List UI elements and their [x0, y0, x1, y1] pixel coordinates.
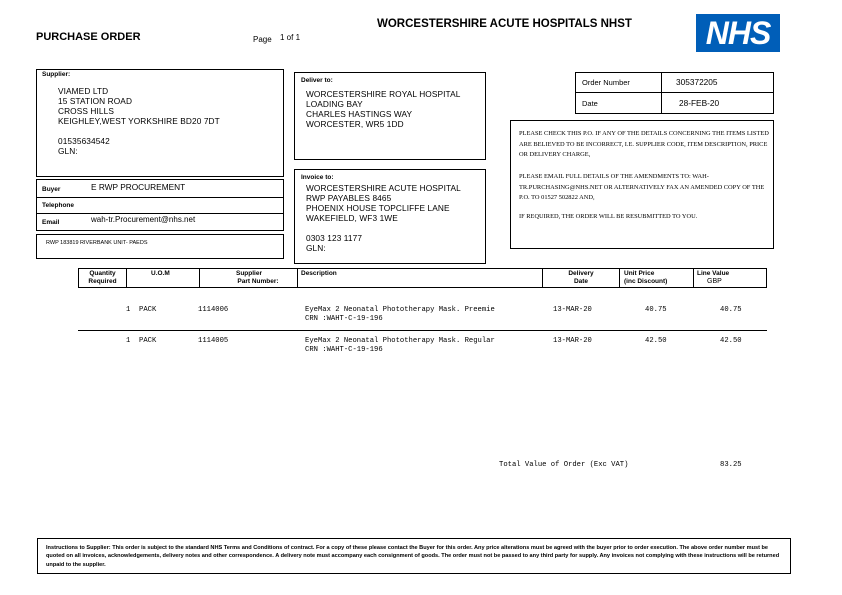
invoice-to-label: Invoice to:: [301, 174, 334, 181]
organisation-name: WORCESTERSHIRE ACUTE HOSPITALS NHST: [377, 18, 632, 30]
row-part-number: 1114006: [198, 306, 229, 314]
buyer-label: Buyer: [42, 186, 61, 193]
instructions-text: [46, 544, 786, 569]
row-uom: PACK: [139, 337, 157, 345]
invoice-line: PHOENIX HOUSE TOPCLIFFE LANE: [306, 203, 450, 213]
notice-paragraph: PLEASE EMAIL FULL DETAILS OF THE AMENDMENTS TO: WAH-TR.PURCHASING@NHS.NET OR ALTERNATIVELY FAX AN AMENDED COPY OF THE P.O. TO 01527 502822 AND,: [519, 173, 765, 201]
reference-text: RWP 183819 RIVERBANK UNIT- PAEDS: [46, 240, 148, 246]
supplier-line: KEIGHLEY,WEST YORKSHIRE BD20 7DT: [58, 116, 220, 126]
total-label: Total Value of Order (Exc VAT): [499, 461, 629, 469]
buyer-value: E RWP PROCUREMENT: [91, 182, 186, 192]
order-number-value: 305372205: [676, 77, 718, 87]
row-quantity: 1: [126, 306, 131, 314]
row-description: EyeMax 2 Neonatal Phototherapy Mask. Preemie: [305, 306, 495, 314]
row-unit-price: 42.50: [645, 337, 667, 345]
row-quantity: 1: [126, 337, 131, 345]
row-part-number: 1114005: [198, 337, 229, 345]
invoice-line: RWP PAYABLES 8465: [306, 193, 392, 203]
order-number-label: Order Number: [582, 78, 630, 87]
row-separator: [78, 330, 767, 331]
deliver-to-box: [294, 72, 486, 160]
document-title: PURCHASE ORDER: [36, 31, 141, 43]
invoice-gln: GLN:: [306, 243, 326, 253]
email-label: Email: [42, 219, 60, 226]
supplier-label: Supplier:: [42, 71, 71, 78]
invoice-phone: 0303 123 1177: [306, 233, 363, 243]
header-quantity: Quantity Required: [88, 270, 117, 285]
notice-box: [510, 120, 774, 249]
header-description: Description: [301, 270, 337, 277]
instructions-body: This order is subject to the standard NHS Terms and Conditions of contract. For a copy of these please contact the Buyer for this order. Any price alterations must be agreed with the buyer prior to order execution. The above order number must be quoted on all invoices, acknowledgements, delivery notes and other correspondence. A delivery note must accompany each consignment of goods. The order must not be passed to any third party for supply. Any invoices not complying with these instructions will be returned unpaid to the supplier.: [46, 545, 780, 568]
header-line-value: Line Value GBP: [697, 270, 730, 285]
header-uom: U.O.M: [151, 270, 170, 277]
total-value: 83.25: [720, 461, 742, 469]
invoice-line: WORCESTERSHIRE ACUTE HOSPITAL: [306, 183, 461, 193]
order-date-label: Date: [582, 99, 598, 108]
page-number: 1 of 1: [280, 33, 301, 42]
order-date-value: 28-FEB-20: [679, 98, 720, 108]
notice-paragraph: PLEASE CHECK THIS P.O. IF ANY OF THE DETAILS CONCERNING THE ITEMS LISTED ARE BELIEVED TO BE INCORRECT, I.E. SUPPLIER CODE, ITEM DESCRIPTION, PRICE OR DELIVERY CHARGE,: [519, 130, 769, 158]
supplier-line: VIAMED LTD: [58, 86, 109, 96]
deliver-to-address: [306, 89, 460, 129]
header-unit-price: Unit Price (inc Discount): [624, 270, 668, 285]
deliver-to-label: Deliver to:: [301, 77, 333, 84]
table-row: [0, 306, 842, 326]
row-description: EyeMax 2 Neonatal Phototherapy Mask. Regular: [305, 337, 495, 345]
page-label: Page: [253, 35, 272, 44]
row-description-ref: CRN :WAHT-C-19-196: [305, 346, 383, 354]
supplier-phone: 01535634542: [58, 136, 110, 146]
supplier-line: CROSS HILLS: [58, 106, 114, 116]
invoice-to-box: [294, 169, 486, 264]
nhs-logo-text: NHS: [705, 15, 771, 51]
supplier-line: 15 STATION ROAD: [58, 96, 133, 106]
invoice-line: WAKEFIELD, WF3 1WE: [306, 213, 398, 223]
deliver-line: CHARLES HASTINGS WAY: [306, 109, 413, 119]
row-line-value: 40.75: [720, 306, 742, 314]
reference-box: [36, 234, 284, 259]
supplier-box: [36, 69, 284, 177]
row-delivery-date: 13-MAR-20: [553, 306, 592, 314]
instructions-label: Instructions to Supplier:: [46, 545, 111, 551]
row-description-ref: CRN :WAHT-C-19-196: [305, 315, 383, 323]
row-line-value: 42.50: [720, 337, 742, 345]
nhs-logo: [696, 14, 780, 52]
supplier-address: [58, 86, 220, 156]
notice-paragraph: IF REQUIRED, THE ORDER WILL BE RESUBMITTED TO YOU.: [519, 213, 698, 220]
instructions-box: [37, 538, 791, 574]
row-delivery-date: 13-MAR-20: [553, 337, 592, 345]
deliver-line: WORCESTER, WR5 1DD: [306, 119, 404, 129]
deliver-line: WORCESTERSHIRE ROYAL HOSPITAL: [306, 89, 461, 99]
header-part-number: Supplier Part Number:: [235, 270, 279, 285]
header-delivery-date: Delivery Date: [568, 270, 594, 285]
row-unit-price: 40.75: [645, 306, 667, 314]
table-row: [0, 337, 842, 357]
table-header: [78, 268, 767, 288]
email-value: wah-tr.Procurement@nhs.net: [91, 215, 196, 224]
supplier-gln: GLN:: [58, 146, 78, 156]
row-uom: PACK: [139, 306, 157, 314]
invoice-to-address: [306, 183, 461, 253]
buyer-box: [36, 179, 284, 231]
telephone-label: Telephone: [42, 202, 75, 209]
deliver-line: LOADING BAY: [306, 99, 363, 109]
order-info-box: [575, 72, 774, 114]
